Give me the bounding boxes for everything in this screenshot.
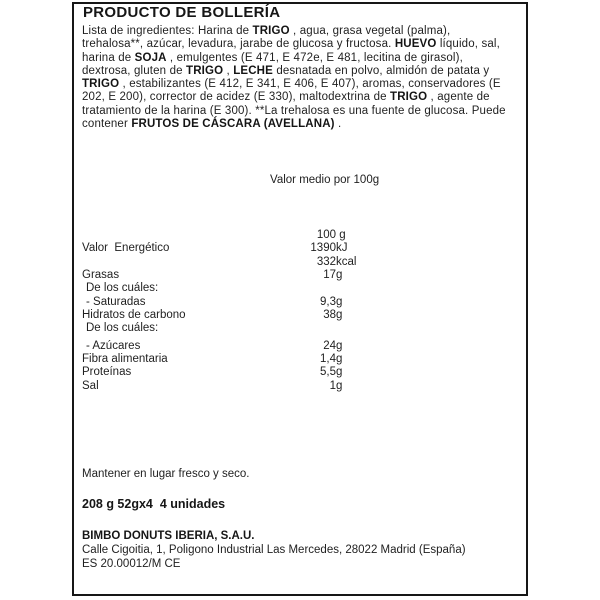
ingredient-text: , agua, grasa vegetal (palma),	[289, 25, 451, 37]
product-title: PRODUCTO DE BOLLERÍA	[83, 4, 281, 21]
nutrient-label: Fibra alimentaria	[82, 353, 168, 366]
ingredients-line	[82, 65, 518, 78]
nutrient-unit: g	[336, 353, 343, 366]
ingredient-text: 202, E 200), corrector de acidez (E 330), maltodextrina de	[82, 91, 391, 104]
nutrient-unit: kJ	[336, 242, 348, 255]
ingredient-text: harina de	[82, 51, 135, 64]
allergen-text: SOJA	[134, 51, 167, 64]
nutrient-value: 9,3	[320, 295, 336, 308]
allergen-text: FRUTOS DE CÁSCARA (AVELLANA)	[131, 118, 335, 131]
ingredient-text: , estabilizantes (E 412, E 341, E 406, E 407), aromas, conservadores (E	[119, 78, 501, 91]
ingredients-line	[82, 25, 518, 38]
ingredients-text	[82, 25, 518, 132]
storage-note: Mantener en lugar fresco y seco.	[82, 468, 250, 481]
allergen-text: TRIGO	[82, 78, 120, 91]
ingredient-text: dextrosa, gluten de	[82, 64, 187, 77]
nutrient-value: 17	[323, 269, 336, 282]
ingredient-text: contener	[82, 118, 132, 131]
allergen-text: LECHE	[233, 64, 273, 77]
nutrient-value: 1	[329, 379, 336, 392]
nutrient-label: Sal	[82, 379, 99, 392]
nutrition-row	[82, 353, 518, 366]
nutrient-unit: g	[336, 379, 343, 392]
nutrition-row	[82, 242, 518, 255]
nutrient-label: - Saturadas	[86, 295, 146, 308]
nutrition-row	[82, 309, 518, 322]
nutrient-value: 38	[323, 309, 336, 322]
nutrient-value: 100	[316, 229, 336, 241]
ingredient-text: trehalosa**, azúcar, levadura, jarabe de glucosa y fructosa.	[82, 38, 395, 51]
ingredients-line	[82, 38, 518, 51]
nutrient-label: Valor Energético	[82, 242, 170, 255]
ingredients-line	[82, 105, 518, 118]
ingredient-text: desnatada en polvo, almidón de patata y	[272, 64, 490, 77]
nutrient-value: 5,5	[320, 366, 336, 379]
nutrient-unit: g	[336, 339, 343, 352]
nutrition-header: Valor medio por 100g	[270, 174, 380, 186]
ingredient-text: .	[334, 118, 342, 131]
allergen-text: HUEVO	[394, 38, 437, 51]
nutrient-label: De los cuáles:	[86, 322, 159, 335]
nutrition-row	[82, 256, 518, 269]
manufacturer-address: Calle Cigoitia, 1, Poligono Industrial Las Mercedes, 28022 Madrid (España)	[82, 544, 466, 557]
nutrient-value: 1390	[310, 242, 336, 255]
ingredient-text: tratamiento de la harina (E 300). **La trehalosa es una fuente de glucosa. Puede	[82, 104, 506, 117]
nutrient-label: De los cuáles:	[86, 282, 159, 295]
nutrition-row	[82, 269, 518, 282]
nutrition-row	[82, 366, 518, 379]
nutrient-label: Grasas	[82, 269, 120, 282]
ingredients-line	[82, 91, 518, 104]
ingredients-line	[82, 52, 518, 65]
ingredient-text: , emulgentes (E 471, E 472e, E 481, lecitina de girasol),	[166, 51, 463, 64]
ingredients-line	[82, 118, 518, 131]
manufacturer-info	[82, 528, 518, 571]
ingredients-line	[82, 78, 518, 91]
nutrient-unit: g	[336, 269, 343, 282]
net-weight: 208 g 52gx4 4 unidades	[82, 497, 226, 512]
nutrition-row	[82, 229, 518, 242]
ingredient-text: líquido, sal,	[436, 38, 500, 51]
nutrient-label: - Azúcares	[86, 339, 141, 352]
nutrition-row	[82, 340, 518, 353]
nutrient-value: 24	[323, 339, 336, 352]
nutrition-rows	[82, 229, 518, 393]
nutrition-row	[82, 296, 518, 309]
nutrient-unit: kcal	[336, 255, 357, 268]
allergen-text: TRIGO	[252, 25, 290, 37]
nutrition-row	[82, 322, 518, 335]
nutrient-value: 332	[316, 255, 336, 268]
nutrient-label: Hidratos de carbono	[82, 309, 186, 322]
nutrient-value: 1,4	[320, 353, 336, 366]
nutrition-row	[82, 282, 518, 295]
nutrient-unit: g	[336, 309, 343, 322]
product-label	[72, 2, 528, 596]
registration-code: ES 20.00012/M CE	[82, 557, 181, 570]
nutrient-unit: g	[336, 366, 343, 379]
ingredient-text: ,	[223, 64, 234, 77]
nutrient-unit: g	[336, 229, 346, 241]
nutrition-table	[82, 174, 518, 393]
nutrition-row	[82, 380, 518, 393]
manufacturer-name: BIMBO DONUTS IBERIA, S.A.U.	[82, 530, 255, 543]
ingredient-text: Lista de ingredientes: Harina de	[82, 25, 253, 37]
allergen-text: TRIGO	[390, 91, 428, 104]
allergen-text: TRIGO	[186, 64, 224, 77]
nutrient-label: Proteínas	[82, 366, 132, 379]
nutrient-unit: g	[336, 295, 343, 308]
ingredient-text: , agente de	[427, 91, 490, 104]
